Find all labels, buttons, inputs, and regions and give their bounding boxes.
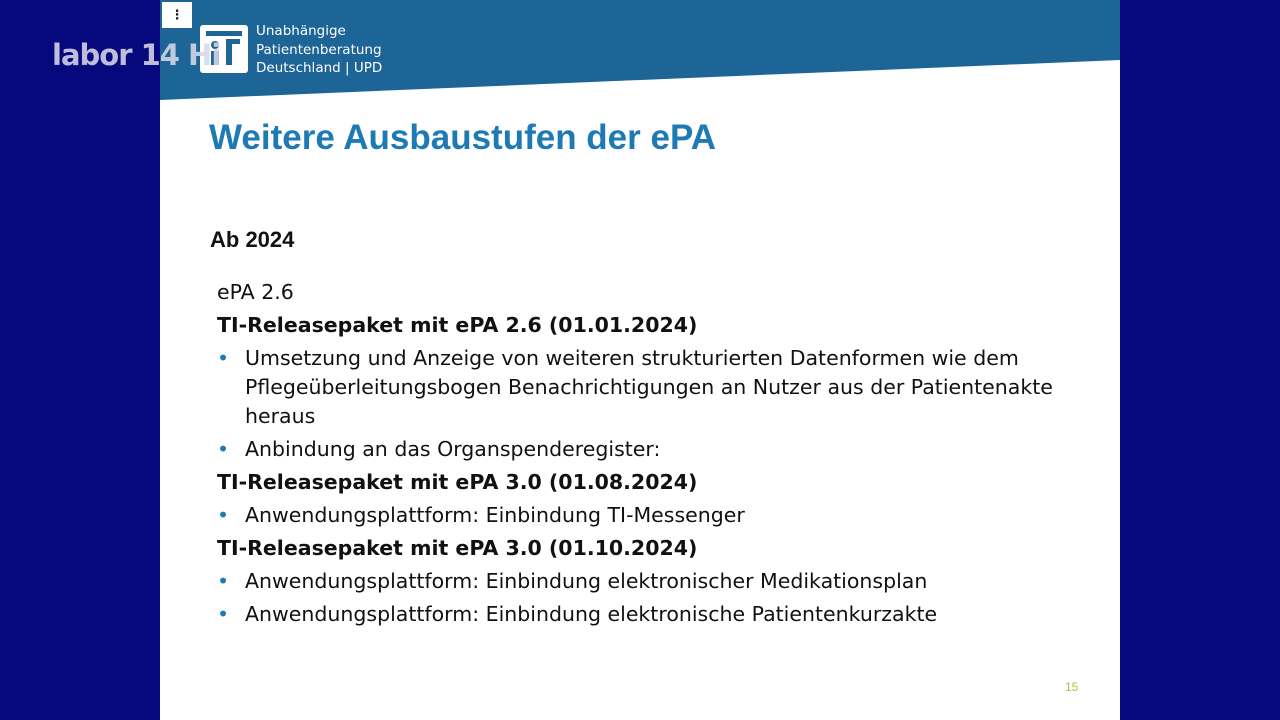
more-vertical-icon: ⋮	[170, 7, 184, 23]
bullet-item: • Anwendungsplattform: Einbindung elektronischer Medikationsplan	[217, 567, 1067, 596]
release-heading: TI-Releasepaket mit ePA 3.0 (01.08.2024)	[217, 470, 698, 494]
presentation-slide	[160, 0, 1120, 720]
release-heading: TI-Releasepaket mit ePA 3.0 (01.10.2024)	[217, 536, 698, 560]
org-name-line-3: Deutschland | UPD	[256, 60, 383, 76]
organization-name	[256, 22, 382, 78]
release-heading: TI-Releasepaket mit ePA 2.6 (01.01.2024)	[217, 313, 698, 337]
slide-title: Weitere Ausbaustufen der ePA	[209, 118, 716, 157]
page-number: 15	[1065, 680, 1079, 694]
bullet-item: • Anwendungsplattform: Einbindung TI-Messenger	[217, 501, 1067, 530]
org-name-line-1: Unabhängige	[256, 23, 346, 39]
channel-watermark: labor 14 Hi	[52, 38, 221, 72]
bullet-item: • Umsetzung und Anzeige von weiteren strukturierten Datenformen wie dem Pflegeüberleitungsbogen Benachrichtigungen an Nutzer aus der Patientenakte heraus	[217, 344, 1067, 431]
slide-content	[217, 278, 1067, 633]
content-line: ePA 2.6	[217, 280, 294, 304]
bullet-item: • Anbindung an das Organspenderegister:	[217, 435, 1067, 464]
section-label: Ab 2024	[210, 227, 295, 252]
bullet-item: • Anwendungsplattform: Einbindung elektronische Patientenkurzakte	[217, 600, 1067, 629]
menu-button[interactable]	[162, 2, 192, 28]
org-name-line-2: Patientenberatung	[256, 41, 382, 58]
